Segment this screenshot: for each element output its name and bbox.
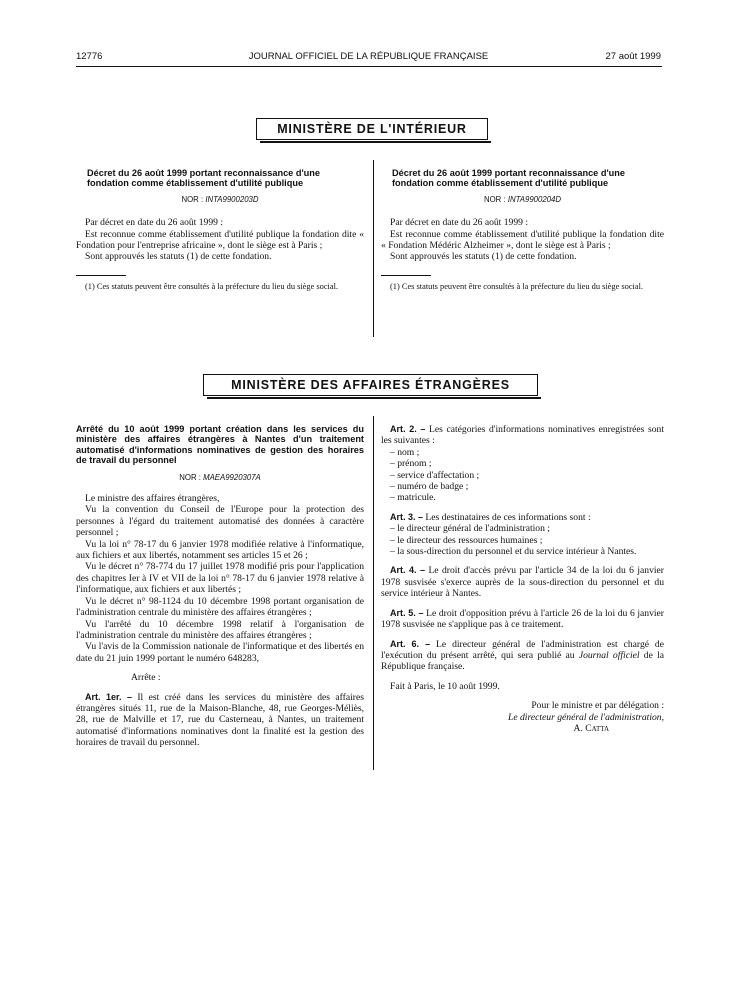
footnote: (1) Ces statuts peuvent être consultés à la préfecture du lieu du siège social.	[85, 281, 339, 291]
list-item: – prénom ;	[390, 458, 432, 470]
arrete-left-column	[76, 424, 364, 749]
arrete-right-column	[381, 424, 664, 734]
article-3-list	[381, 523, 664, 557]
paragraph: Sont approuvés les statuts (1) de cette fondation.	[390, 251, 577, 263]
issue-date: 27 août 1999	[605, 51, 661, 62]
spacer	[381, 692, 664, 700]
paragraph: Par décret en date du 26 août 1999 :	[390, 217, 528, 229]
intro: Le ministre des affaires étrangères,	[85, 493, 220, 505]
signature-line-2: Le directeur général de l'administration,	[508, 711, 664, 723]
nor-line	[76, 472, 364, 483]
article-3	[381, 512, 664, 523]
spacer	[76, 664, 364, 672]
list-item: – la sous-direction du personnel et du service intérieur à Nantes.	[390, 546, 637, 558]
article-label: Art. 5. –	[390, 607, 424, 618]
visa: Vu la loi n° 78-17 du 6 janvier 1978 modifiée relative à l'informatique, aux fichiers et aux libertés, notamment ses articles 15 et 26 ;	[76, 538, 364, 562]
list-item: – le directeur des ressources humaines ;	[390, 534, 543, 546]
article-5	[381, 608, 664, 631]
footnote-rule	[76, 275, 126, 276]
header-rule	[76, 66, 662, 67]
article-label: Art. 2. –	[390, 424, 426, 434]
spacer	[381, 504, 664, 512]
nor-code: INTA9900203D	[205, 194, 259, 204]
nor-line	[76, 194, 364, 205]
nor-label: NOR :	[179, 472, 201, 482]
article-label: Art. 1er. –	[85, 691, 132, 702]
article-label: Art. 3. –	[390, 511, 424, 522]
article-4	[381, 565, 664, 599]
column-divider	[373, 160, 374, 337]
done-line: Fait à Paris, le 10 août 1999.	[390, 680, 500, 692]
spacer	[76, 684, 364, 692]
article-text: Il est créé dans les services du ministère des affaires étrangères situés 11, rue de la Maison-Blanche, 48, rue Georges-Méliès, 28, rue de Malville et 17, rue du Casterneau, à Nantes, un traitement automatisé d'informations nominatives dont la finalité est la gestion des horaires de travail du personnel.	[76, 691, 364, 749]
visa: Vu la convention du Conseil de l'Europe pour la protection des personnes à l'égard du traitement automatisé des données à caractère personnel ;	[76, 504, 364, 539]
ministry-heading-interieur	[256, 118, 488, 140]
footnote: (1) Ces statuts peuvent être consultés à la préfecture du lieu du siège social.	[390, 281, 644, 291]
article-label: Art. 6. –	[390, 638, 431, 649]
footnote-rule	[381, 275, 431, 276]
spacer	[381, 600, 664, 608]
list-item: – nom ;	[390, 446, 420, 458]
signature-name: A. Catta	[573, 722, 609, 734]
decree-title: Décret du 26 août 1999 portant reconnaissance d'une fondation comme établissement d'utilité publique	[87, 168, 320, 189]
page-number: 12776	[76, 51, 103, 62]
nor-label: NOR :	[483, 194, 506, 204]
list-item: – numéro de badge ;	[390, 481, 469, 493]
list-item: – service d'affectation ;	[390, 469, 480, 481]
ministry-name: MINISTÈRE DE L'INTÉRIEUR	[277, 122, 467, 136]
journal-title: JOURNAL OFFICIEL DE LA RÉPUBLIQUE FRANÇAISE	[248, 51, 489, 62]
article-text: Le droit d'accès prévu par l'article 34 de la loi du 6 janvier 1978 susvisée s'exerce auprès de la sous-direction du personnel et du service intérieur à Nantes.	[381, 565, 664, 600]
article-text: de la République française.	[381, 649, 664, 673]
visa: Vu le décret n° 78-774 du 17 juillet 1978 modifié pris pour l'application des chapitres Ier à IV et VII de la loi n° 78-17 du 6 janvier 1978 relative à l'informatique, aux fichiers et aux libertés ;	[76, 561, 364, 596]
arrete-title: Arrêté du 10 août 1999 portant création dans les services du ministère des affaires étrangères à Nantes d'un traitement automatisé d'informations nominatives de gestion des horaires de travail du personnel	[76, 424, 364, 466]
paragraph: Sont approuvés les statuts (1) de cette fondation.	[85, 251, 272, 263]
article-text: Le droit d'opposition prévu à l'article 26 de la loi du 6 janvier 1978 susvisée ne s'applique pas à ce traitement.	[381, 607, 664, 631]
visa: Vu l'avis de la Commission nationale de l'informatique et des libertés en date du 21 juin 1999 portant le numéro 648283,	[76, 641, 364, 664]
article-2-list	[381, 447, 664, 504]
column-divider	[373, 416, 374, 770]
decree-left	[76, 168, 364, 292]
visa: Vu le décret n° 98-1124 du 10 décembre 1998 portant organisation de l'administration centrale du ministère des affaires étrangères ;	[76, 595, 364, 619]
nor-code: INTA9900204D	[507, 194, 561, 204]
list-item: – le directeur général de l'administration ;	[390, 523, 550, 535]
paragraph: Par décret en date du 26 août 1999 :	[85, 217, 223, 229]
article-text: Les destinataires de ces informations sont :	[425, 511, 591, 523]
spacer	[381, 673, 664, 681]
signature-line-1: Pour le ministre et par délégation :	[531, 700, 664, 712]
journal-name: Journal officiel	[578, 649, 640, 661]
visa: Vu l'arrêté du 10 décembre 1998 relatif à l'organisation de l'administration centrale du ministère des affaires étrangères ;	[76, 618, 364, 641]
article-label: Art. 4. –	[390, 565, 426, 576]
nor-line	[381, 194, 664, 205]
arrete-word: Arrête :	[131, 672, 161, 684]
article-1	[76, 692, 364, 749]
ministry-heading-affaires-etrangeres	[203, 374, 538, 396]
article-2	[381, 424, 664, 447]
article-text: Les catégories d'informations nominatives enregistrées sont les suivantes :	[381, 424, 664, 447]
paragraph: Est reconnue comme établissement d'utilité publique la fondation dite « Fondation Médéric Alzheimer », dont le siège est à Paris ;	[381, 228, 664, 252]
list-item: – matricule.	[390, 492, 436, 504]
ministry-name: MINISTÈRE DES AFFAIRES ÉTRANGÈRES	[231, 378, 510, 392]
spacer	[381, 557, 664, 565]
decree-right	[381, 168, 664, 292]
nor-label: NOR :	[181, 194, 204, 204]
nor-code: MAEA9920307A	[203, 472, 261, 482]
paragraph: Est reconnue comme établissement d'utilité publique la fondation dite « Fondation pour l'entreprise africaine », dont le siège est à Paris ;	[76, 228, 364, 252]
article-text: Le directeur général de l'administration est chargé de l'exécution du présent arrêté, qui sera publié au	[381, 638, 664, 661]
page-header	[76, 51, 661, 65]
decree-title: Décret du 26 août 1999 portant reconnaissance d'une fondation comme établissement d'utilité publique	[392, 168, 625, 189]
spacer	[381, 631, 664, 639]
article-6	[381, 639, 664, 673]
